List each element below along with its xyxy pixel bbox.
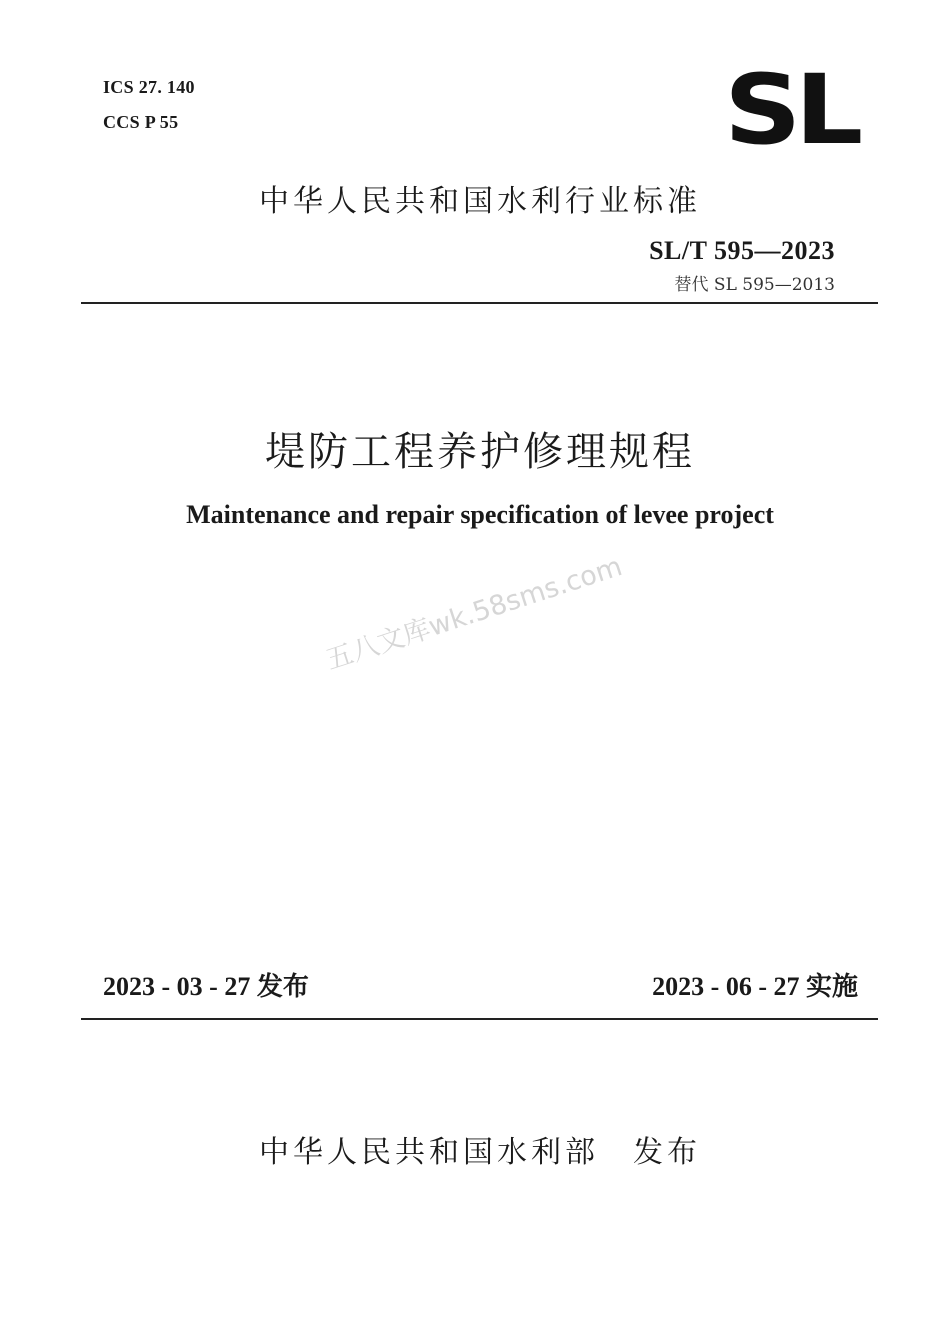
sl-logo: SL: [724, 54, 857, 166]
top-divider: [81, 302, 878, 304]
bottom-divider: [81, 1018, 878, 1020]
organization-title: 中华人民共和国水利行业标准: [259, 184, 701, 219]
document-title-english: Maintenance and repair specification of levee project: [186, 500, 774, 529]
ccs-code: CCS P 55: [103, 112, 179, 132]
issue-date: 2023 - 03 - 27 发布: [103, 972, 309, 1001]
document-title-chinese: 堤防工程养护修理规程: [265, 429, 695, 475]
standard-number: SL/T 595—2023: [649, 236, 835, 265]
implementation-date: 2023 - 06 - 27 实施: [652, 972, 858, 1001]
watermark: 五八文库wk.58sms.com: [322, 551, 626, 677]
publisher: 中华人民共和国水利部 发布: [259, 1135, 701, 1170]
replaces-standard: 替代 SL 595—2013: [674, 275, 835, 295]
ics-code: ICS 27. 140: [103, 77, 195, 97]
